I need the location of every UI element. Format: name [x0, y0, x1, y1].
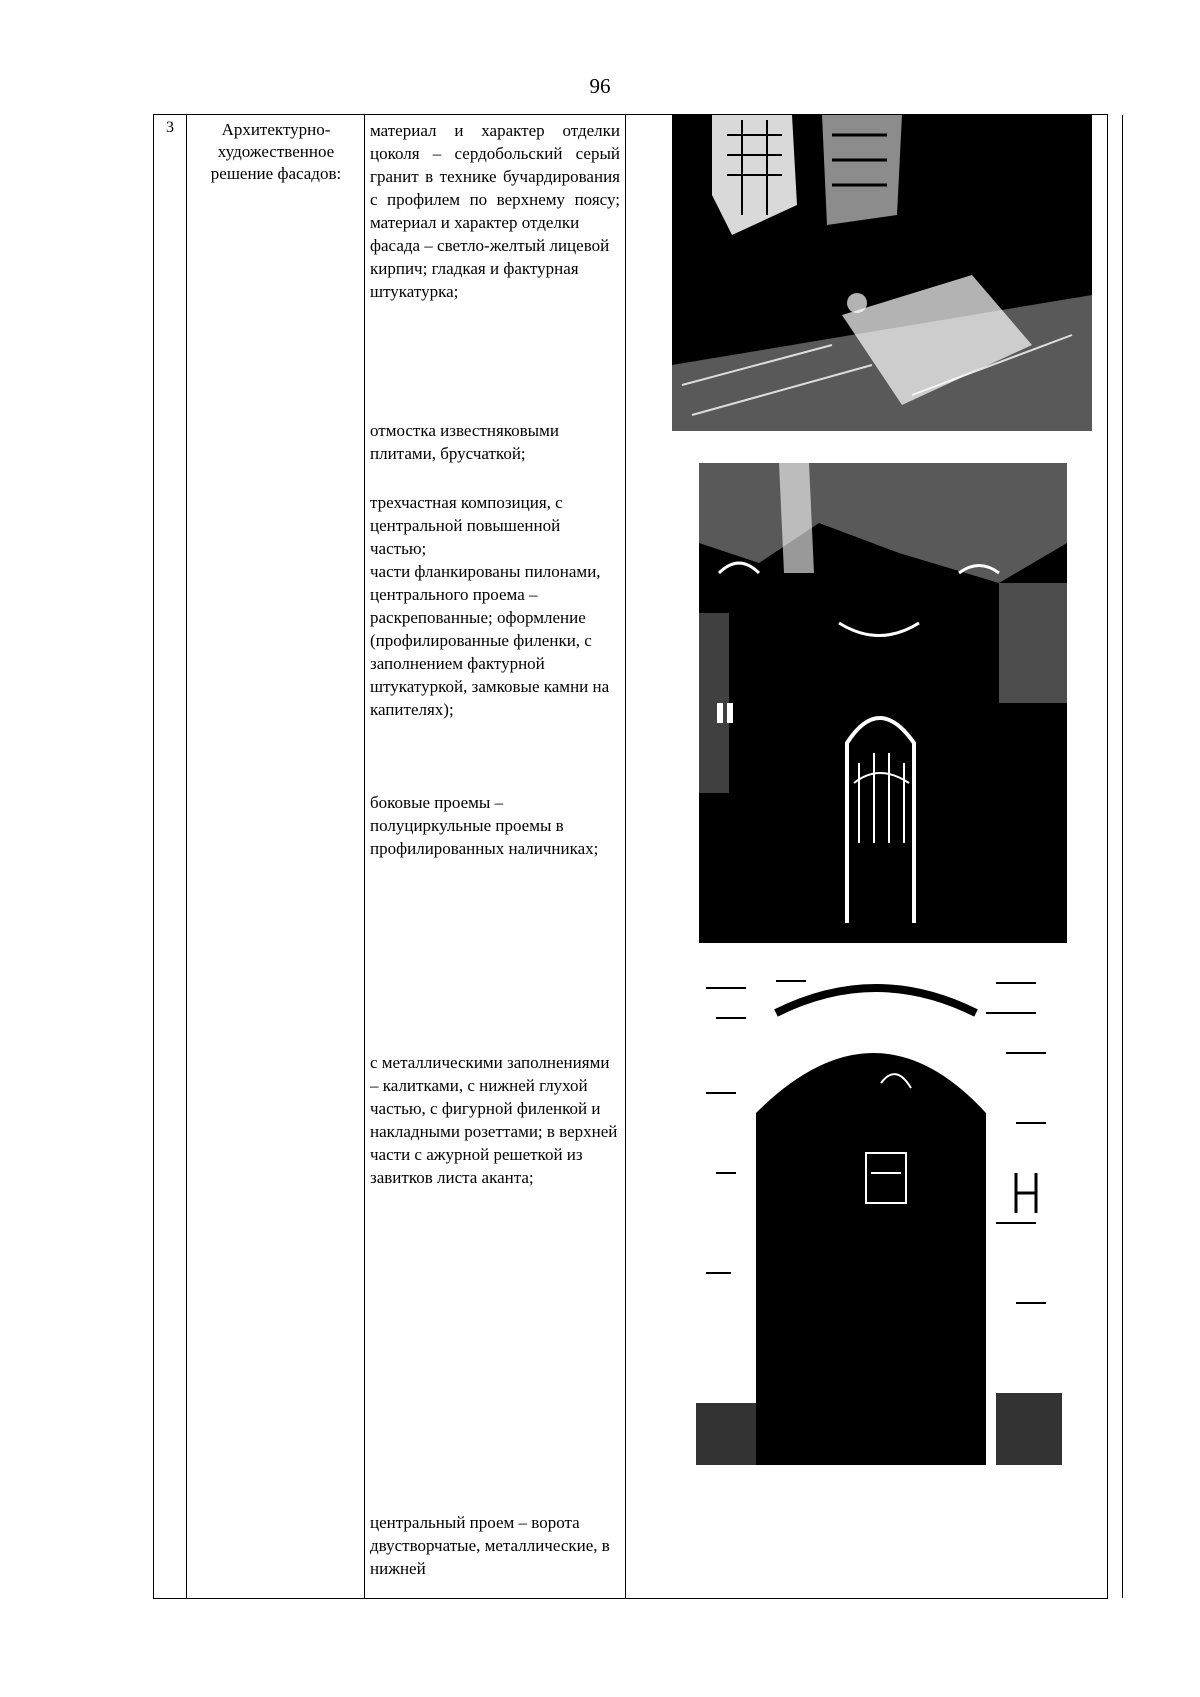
- description-text: отмостка известняковыми плитами, брусчаткой;: [370, 421, 559, 463]
- column-divider: [186, 115, 187, 1598]
- description-text: с металлическими заполнениями – калитками, с нижней глухой частью, с фигурной филенкой и накладными розеттами; в верхней части с ажурной решеткой из завитков листа аканта;: [370, 1053, 618, 1187]
- column-divider: [364, 115, 365, 1598]
- description-text: материал и характер отделки цоколя – сердобольский серый гранит в технике бучардирования с профилем по верхнему поясу;: [370, 121, 620, 209]
- description-block-2: [370, 419, 620, 465]
- description-text: боковые проемы – полуциркульные проемы в профилированных наличниках;: [370, 793, 599, 858]
- description-block-5: [370, 1051, 620, 1189]
- photo-granite-plinth: [672, 115, 1092, 431]
- description-block-4: [370, 791, 620, 860]
- description-text: части фланкированы пилонами, центрального проема – раскрепованные; оформление (профилированные филенки, с заполнением фактурной штукатуркой, замковые камни на капителях);: [370, 562, 610, 719]
- row-number: 3: [166, 119, 174, 136]
- description-block-3: [370, 491, 620, 721]
- description-text: трехчастная композиция, с центральной повышенной частью;: [370, 493, 563, 558]
- description-text: материал и характер отделки фасада – светло-желтый лицевой кирпич; гладкая и фактурная штукатурка;: [370, 213, 610, 301]
- description-block-1: [370, 119, 620, 303]
- description-block-6: [370, 1511, 620, 1580]
- photo-arched-wicket: [696, 973, 1062, 1465]
- page-number: 96: [589, 74, 611, 98]
- section-title: Архитектурно-художественное решение фасадов:: [210, 120, 342, 183]
- description-text: центральный проем – ворота двустворчатые, металлические, в нижней: [370, 1513, 610, 1578]
- column-divider: [1122, 115, 1123, 1598]
- photo-gate-facade: [699, 463, 1067, 943]
- attributes-table: [153, 114, 1108, 1599]
- column-divider: [625, 115, 626, 1598]
